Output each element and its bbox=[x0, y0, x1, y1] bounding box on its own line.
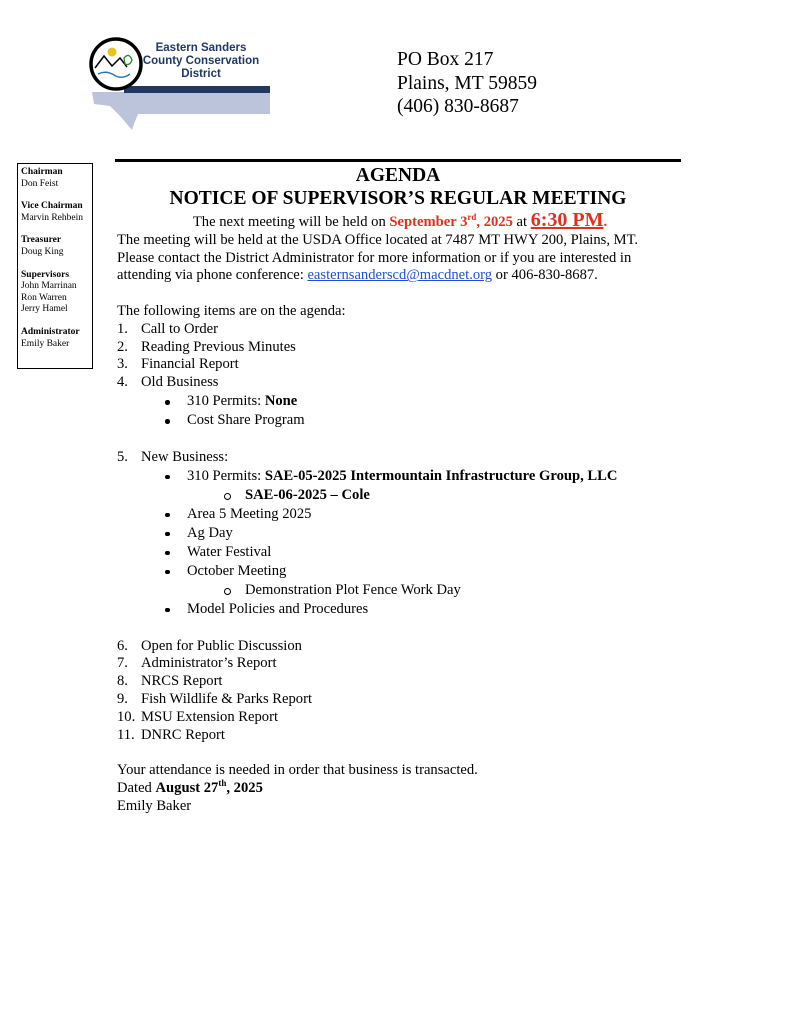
mailing-address bbox=[397, 48, 537, 119]
circle-bullet-icon bbox=[224, 493, 231, 500]
agenda-item-3 bbox=[117, 356, 697, 374]
officer-name: Don Feist bbox=[21, 178, 59, 189]
bullet-text: Cost Share Program bbox=[187, 412, 305, 429]
officer-role: Administrator bbox=[21, 326, 80, 337]
item-number: 1. bbox=[117, 320, 128, 337]
meeting-time: 6:30 PM bbox=[530, 209, 604, 231]
bullet-icon bbox=[165, 551, 170, 556]
item-text: Reading Previous Minutes bbox=[141, 338, 296, 355]
item-number: 9. bbox=[117, 690, 128, 707]
officer-name: Ron Warren bbox=[21, 292, 67, 303]
logo-line-1: Eastern Sanders bbox=[155, 42, 247, 54]
item-number: 10. bbox=[117, 708, 136, 725]
meeting-date-main: September 3 bbox=[389, 214, 468, 230]
item-text: NRCS Report bbox=[141, 673, 223, 690]
new-business-bullet bbox=[117, 544, 697, 562]
item-text: MSU Extension Report bbox=[141, 708, 279, 725]
circle-bullet-icon bbox=[224, 588, 231, 595]
item-number: 4. bbox=[117, 374, 128, 391]
meeting-location: The meeting will be held at the USDA Office located at 7487 MT HWY 200, Plains, MT. bbox=[117, 231, 639, 248]
bullet-bold-text: None bbox=[264, 393, 298, 410]
bullet-icon bbox=[165, 570, 170, 575]
officer-group-supervisors bbox=[21, 270, 92, 316]
signature-name: Emily Baker bbox=[117, 797, 192, 814]
logo-text bbox=[130, 42, 272, 81]
agenda-item-9 bbox=[117, 691, 697, 709]
agenda-item-8 bbox=[117, 673, 697, 691]
officer-role: Chairman bbox=[21, 167, 63, 177]
bullet-icon bbox=[165, 475, 170, 480]
old-business-bullet bbox=[117, 412, 697, 430]
sub-bullet-text: Demonstration Plot Fence Work Day bbox=[245, 581, 461, 598]
river-icon bbox=[98, 72, 130, 77]
agenda-item-5 bbox=[117, 449, 697, 467]
bullet-icon bbox=[165, 419, 170, 424]
bullet-text: Model Policies and Procedures bbox=[187, 600, 369, 617]
bullet-bold-text: SAE-05-2025 Intermountain Infrastructure Group, LLC bbox=[264, 467, 618, 484]
agenda-body bbox=[117, 209, 697, 816]
agenda-item-4 bbox=[117, 374, 697, 392]
bullet-text: 310 Permits: bbox=[187, 467, 265, 484]
meeting-date-year: , 2025 bbox=[476, 214, 513, 230]
dated-date-year: , 2025 bbox=[226, 779, 263, 796]
new-business-bullet bbox=[117, 525, 697, 543]
agenda-item-7 bbox=[117, 655, 697, 673]
bullet-icon bbox=[165, 608, 170, 613]
dated-date bbox=[156, 780, 263, 796]
old-business-bullet bbox=[117, 393, 697, 411]
officer-name: Emily Baker bbox=[21, 338, 70, 349]
montana-map-icon bbox=[92, 92, 270, 130]
at-word: at bbox=[512, 214, 531, 230]
meeting-date bbox=[389, 214, 512, 230]
item-number: 2. bbox=[117, 338, 128, 355]
agenda-item-1 bbox=[117, 321, 697, 339]
officer-group-vice-chairman bbox=[21, 201, 92, 224]
new-business-bullet bbox=[117, 468, 697, 486]
meeting-notice-title: NOTICE OF SUPERVISOR’S REGULAR MEETING bbox=[169, 188, 627, 209]
dated-prefix: Dated bbox=[117, 779, 156, 796]
agenda-item-6 bbox=[117, 638, 697, 656]
officer-role: Supervisors bbox=[21, 269, 70, 280]
item-text: DNRC Report bbox=[141, 726, 225, 743]
attendance-note: Your attendance is needed in order that business is transacted. bbox=[117, 762, 478, 779]
agenda-item-11 bbox=[117, 727, 697, 745]
officer-role: Treasurer bbox=[21, 235, 62, 246]
item-number: 11. bbox=[117, 726, 135, 743]
item-text: Call to Order bbox=[141, 320, 219, 337]
officer-name: Marvin Rehbein bbox=[21, 212, 84, 223]
address-po-box: PO Box 217 bbox=[397, 49, 494, 70]
header-divider bbox=[115, 159, 681, 162]
bullet-icon bbox=[165, 532, 170, 537]
bullet-icon bbox=[165, 513, 170, 518]
mountain-icon bbox=[95, 56, 127, 68]
item-number: 8. bbox=[117, 673, 128, 690]
officer-group-treasurer bbox=[21, 235, 92, 258]
bullet-text: 310 Permits: bbox=[187, 393, 265, 410]
dated-date-main: August 27 bbox=[155, 779, 219, 796]
bullet-text: Water Festival bbox=[187, 543, 272, 560]
dated-date-sup: th bbox=[218, 778, 227, 789]
sun-icon bbox=[108, 48, 117, 57]
address-phone: (406) 830-8687 bbox=[397, 96, 519, 117]
contact-suffix: or 406-830-8687. bbox=[492, 267, 598, 284]
next-meeting-line bbox=[117, 209, 683, 232]
agenda-intro: The following items are on the agenda: bbox=[117, 302, 346, 319]
bullet-text: October Meeting bbox=[187, 562, 287, 579]
item-number: 3. bbox=[117, 356, 128, 373]
officer-role: Vice Chairman bbox=[21, 201, 83, 212]
officer-name: John Marrinan bbox=[21, 281, 77, 292]
item-number: 7. bbox=[117, 655, 128, 672]
contact-prefix: attending via phone conference: bbox=[117, 267, 308, 284]
new-business-bullet bbox=[117, 563, 697, 581]
new-business-sub-bullet bbox=[117, 582, 697, 600]
bullet-text: Area 5 Meeting 2025 bbox=[187, 505, 312, 522]
item-text: Financial Report bbox=[141, 356, 239, 373]
logo-navy-bar bbox=[124, 86, 270, 93]
email-link[interactable]: easternsanderscd@macdnet.org bbox=[307, 267, 493, 284]
agenda-item-2 bbox=[117, 339, 697, 357]
agenda-title: AGENDA bbox=[355, 165, 441, 186]
time-period: . bbox=[603, 214, 608, 230]
officer-name: Doug King bbox=[21, 246, 64, 257]
bullet-icon bbox=[165, 400, 170, 405]
dated-line bbox=[117, 780, 697, 798]
new-business-bullet bbox=[117, 506, 697, 524]
agenda-item-10 bbox=[117, 709, 697, 727]
sub-bullet-text: SAE-06-2025 – Cole bbox=[245, 486, 370, 503]
bullet-text: Ag Day bbox=[187, 524, 233, 541]
item-text: Open for Public Discussion bbox=[141, 637, 302, 654]
officers-sidebar bbox=[17, 163, 93, 369]
item-number: 6. bbox=[117, 637, 128, 654]
new-business-bullet bbox=[117, 601, 697, 619]
logo-line-3: District bbox=[181, 68, 221, 80]
item-text: Fish Wildlife & Parks Report bbox=[141, 690, 313, 707]
contact-line-2 bbox=[117, 267, 697, 285]
next-meeting-prefix: The next meeting will be held on bbox=[192, 214, 390, 230]
address-city: Plains, MT 59859 bbox=[397, 72, 537, 94]
officer-name: Jerry Hamel bbox=[21, 304, 68, 315]
officer-group-administrator bbox=[21, 327, 92, 350]
item-number: 5. bbox=[117, 448, 128, 465]
district-logo bbox=[80, 34, 272, 130]
item-text: Administrator’s Report bbox=[141, 655, 277, 672]
meeting-date-sup: rd bbox=[467, 212, 477, 223]
officer-group-chairman bbox=[21, 167, 92, 190]
new-business-sub-bullet bbox=[117, 487, 697, 505]
item-text: New Business: bbox=[141, 448, 229, 465]
item-text: Old Business bbox=[141, 374, 219, 391]
logo-line-2: County Conservation bbox=[142, 55, 260, 67]
contact-line-1: Please contact the District Administrator for more information or if you are interested in bbox=[117, 249, 632, 266]
